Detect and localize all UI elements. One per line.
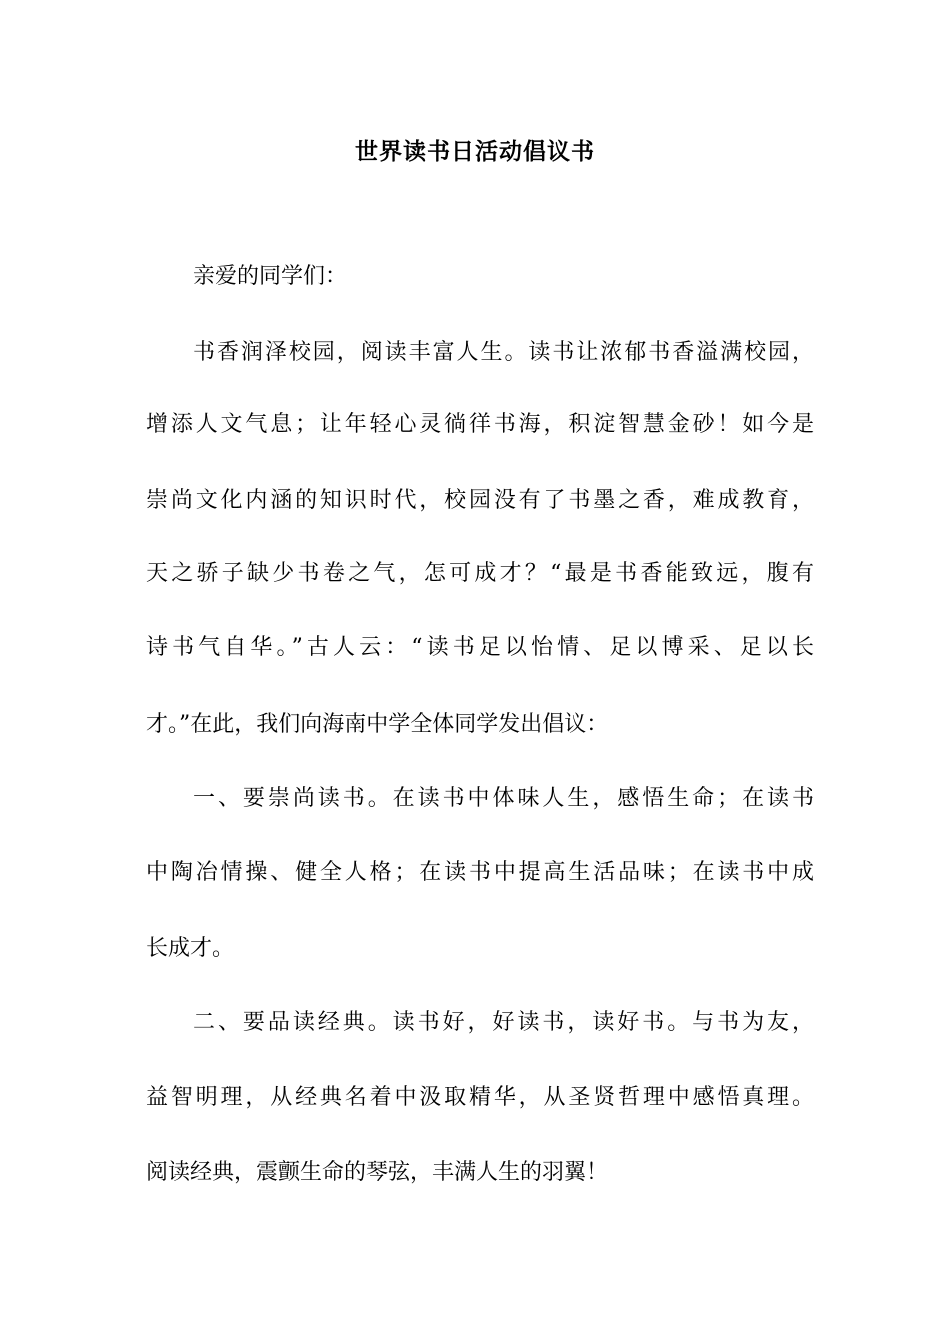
- paragraph-line: 诗书气自华。”古人云：“读书足以怡情、足以博采、足以长: [146, 635, 814, 660]
- paragraph-line: 崇尚文化内涵的知识时代，校园没有了书墨之香，难成教育，: [146, 488, 814, 513]
- paragraph-line: 天之骄子缺少书卷之气，怎可成才？“最是书香能致远，腹有: [146, 561, 814, 586]
- paragraph-line: 益智明理，从经典名着中汲取精华，从圣贤哲理中感悟真理。: [146, 1085, 814, 1110]
- paragraph-line: 书香润泽校园，阅读丰富人生。读书让浓郁书香溢满校园，: [193, 340, 814, 365]
- paragraph-line: 长成才。: [146, 936, 235, 961]
- salutation: 亲爱的同学们：: [193, 264, 348, 289]
- paragraph-line: 增添人文气息；让年轻心灵徜徉书海，积淀智慧金砂！如今是: [146, 412, 814, 437]
- document-title: 世界读书日活动倡议书: [355, 138, 595, 165]
- paragraph-line: 阅读经典，震颤生命的琴弦，丰满人生的羽翼！: [146, 1160, 609, 1185]
- paragraph-line: 中陶冶情操、健全人格；在读书中提高生活品味；在读书中成: [146, 860, 814, 885]
- paragraph-line: 二、要品读经典。读书好，好读书，读好书。与书为友，: [193, 1010, 814, 1035]
- paragraph-line: 一、要崇尚读书。在读书中体味人生，感悟生命；在读书: [193, 786, 814, 811]
- paragraph-line: 才。”在此，我们向海南中学全体同学发出倡议：: [146, 712, 609, 737]
